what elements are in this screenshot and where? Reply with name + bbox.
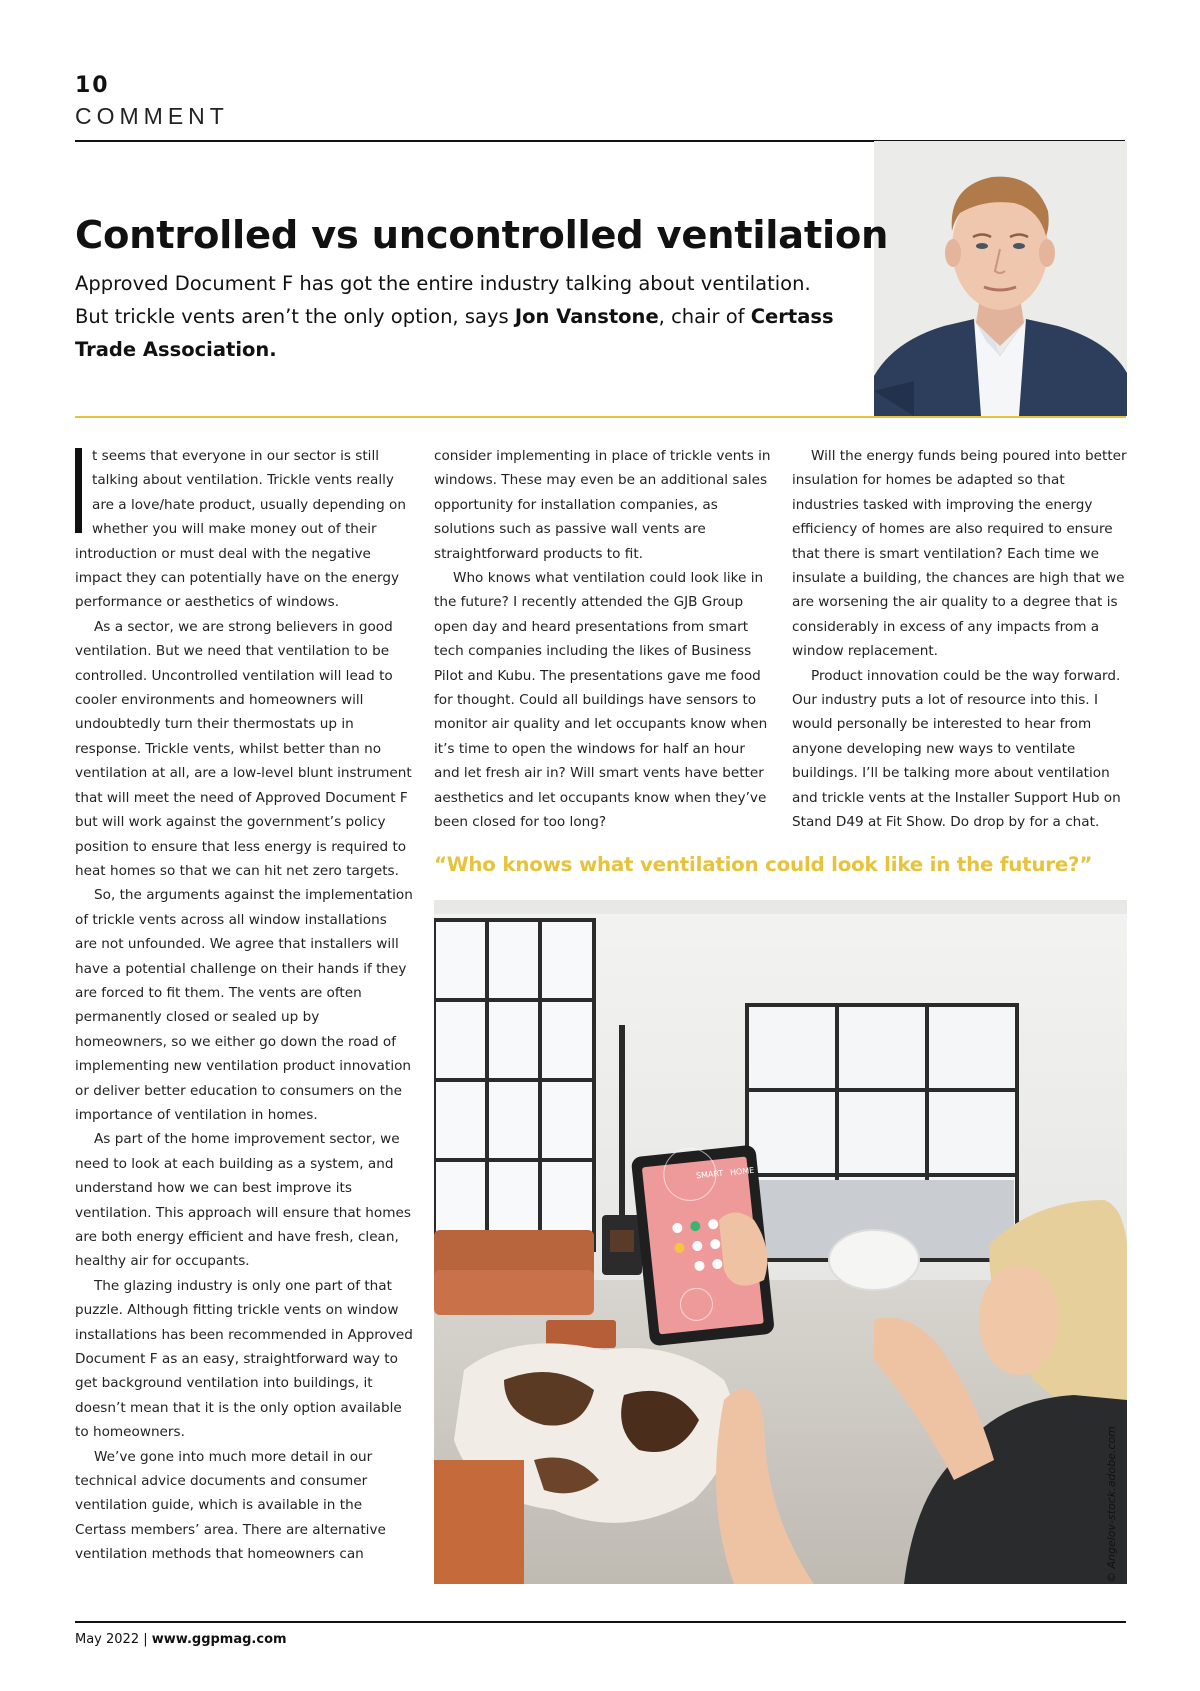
issue-date: May 2022 |	[75, 1632, 148, 1647]
headline-divider	[75, 416, 1126, 418]
paragraph: So, the arguments against the implementation of trickle vents across all window installations are not unfounded. We agree that installers will have a potential challenge on their hands if they are forced to fit them. The vents are often permanently closed or sealed up by homeowners, so we either go down the road of implementing new ventilation product innovation or deliver better education to consumers on the importance of ventilation in homes.	[75, 887, 413, 1123]
standfirst-text: Approved Document F has got the entire industry talking about ventilation. But trickle vents aren’t the only option, says	[75, 272, 811, 328]
paragraph: As part of the home improvement sector, we need to look at each building as a system, and understand how we can best improve its ventilation. This approach will ensure that homes are both energy efficient and have fresh, clean, healthy air for occupants.	[75, 1131, 411, 1270]
tablet-label: SMART	[695, 1168, 724, 1181]
paragraph: The glazing industry is only one part of that puzzle. Although fitting trickle vents on window installations has been recommended in Approved Document F as an easy, straightforward way to get background ventilation into buildings, it doesn’t mean that it is the only option available to homeowners.	[75, 1277, 413, 1441]
tablet-label: HOME	[729, 1165, 755, 1178]
article-standfirst	[75, 267, 845, 366]
page-number: 10	[75, 73, 110, 98]
paragraph: Will the energy funds being poured into better insulation for homes be adapted so that industries tasked with improving the energy efficiency of homes are also required to ensure that there is smart ventilation? Each time we insulate a building, the chances are high that we are worsening the air quality to a degree that is considerably in excess of any impacts from a window replacement.	[792, 448, 1127, 660]
paragraph: We’ve gone into much more detail in our technical advice documents and consumer ventilation guide, which is available in the Certass members’ area. There are alternative ventilation methods that homeowners can	[75, 1448, 386, 1563]
photo-credit: © Angelov-stock.adobe.com	[1105, 1426, 1118, 1583]
paragraph: As a sector, we are strong believers in good ventilation. But we need that ventilation to be controlled. Uncontrolled ventilation will lead to cooler environments and homeowners will undoubtedly turn their thermostats up in response. Trickle vents, whilst better than no ventilation at all, are a low-level blunt instrument that will meet the need of Approved Document F but will work against the government’s policy position to ensure that less energy is required to heat homes so that we can hit net zero targets.	[75, 618, 412, 879]
author-name: Jon Vanstone	[514, 305, 659, 328]
pull-quote: “Who knows what ventilation could look like in the future?”	[434, 853, 1093, 876]
article-column-2	[434, 444, 772, 835]
paragraph: Product innovation could be the way forward. Our industry puts a lot of resource into this. I would personally be interested to hear from anyone developing new ways to ventilate buildings. I’ll be talking more about ventilation and trickle vents at the Installer Support Hub on Stand D49 at Fit Show. Do drop by for a chat.	[792, 667, 1121, 831]
footer-divider	[75, 1621, 1126, 1623]
paragraph-text: t seems that everyone in our sector is still talking about ventilation. Trickle vents really are a love/hate product, usually depending on whether you will make money out of their introduction or must deal with the negative impact they can potentially have on the energy performance or aesthetics of windows.	[75, 448, 406, 611]
feature-photo	[434, 900, 1127, 1584]
page-footer	[75, 1632, 287, 1647]
portrait-illustration	[874, 141, 1127, 416]
drop-cap	[75, 448, 82, 533]
article-column-1	[75, 444, 413, 1567]
article-headline: Controlled vs uncontrolled ventilation	[75, 213, 889, 258]
paragraph	[75, 444, 413, 615]
author-portrait	[874, 141, 1127, 416]
article-column-3	[792, 444, 1130, 835]
paragraph: consider implementing in place of trickle vents in windows. These may even be an additional sales opportunity for installation companies, as solutions such as passive wall vents are straightforward products to fit.	[434, 448, 771, 562]
organisation-name: Certass Trade Association	[75, 305, 834, 361]
website-link[interactable]: www.ggpmag.com	[151, 1632, 287, 1647]
section-label: COMMENT	[75, 103, 229, 129]
standfirst-text: , chair of	[658, 305, 751, 328]
paragraph: Who knows what ventilation could look like in the future? I recently attended the GJB Group open day and heard presentations from smart tech companies including the likes of Business Pilot and Kubu. The presentations gave me food for thought. Could all buildings have sensors to monitor air quality and let occupants know when it’s time to open the windows for half an hour and let fresh air in? Will smart vents have better aesthetics and let occupants know when they’ve been closed for too long?	[434, 570, 768, 831]
photo-illustration	[434, 900, 1127, 1584]
standfirst-end: .	[269, 338, 277, 361]
